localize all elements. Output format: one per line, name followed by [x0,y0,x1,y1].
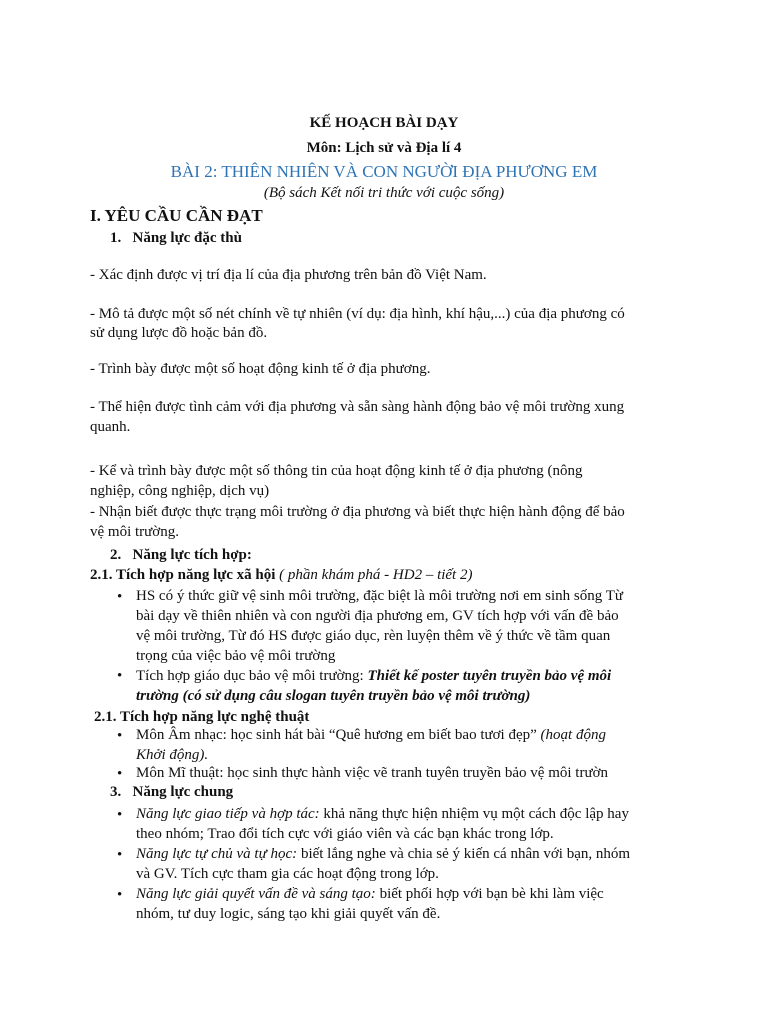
subsection-2-1-heading [90,566,472,585]
bullet-art-a-line-1 [136,726,606,745]
bullet-icon: • [117,766,123,782]
paragraph-2-line-2: sử dụng lược đồ hoặc bản đồ. [90,325,268,341]
bullet-3-a-line-1 [136,805,629,824]
subsection-number: 3. [110,784,122,800]
paragraph-2-line-1: - Mô tả được một số nét chính về tự nhiên (ví dụ: địa hình, khí hậu,...) của địa phương có [90,306,625,322]
bullet-italic-text: Năng lực giao tiếp và hợp tác: [136,806,320,822]
bullet-italic-text: (hoạt động [540,727,606,743]
bullet-icon: • [117,728,123,744]
bullet-icon: • [117,807,123,823]
bullet-3-a-line-2: theo nhóm; Trao đổi tích cực với giáo viên và các bạn khác trong lớp. [136,826,554,842]
bullet-emphasis-text: Thiết kế poster tuyên truyền bảo vệ môi [367,668,612,684]
bullet-italic-text: Năng lực tự chủ và tự học: [136,846,298,862]
paragraph-3: - Trình bày được một số hoạt động kinh tế ở địa phương. [90,361,431,377]
bullet-art-b: Môn Mĩ thuật: học sinh thực hành việc vẽ tranh tuyên truyền bảo vệ môi trườn [136,765,609,781]
subsection-1-heading [110,229,242,248]
subsection-2-1-note: ( phần khám phá - HD2 – tiết 2) [275,567,473,583]
bullet-3-c-line-1 [136,885,604,904]
subsection-title: Năng lực đặc thù [132,230,242,246]
paragraph-5-line-1: - Kể và trình bày được một số thông tin của hoạt động kinh tế ở địa phương (nông [90,463,583,479]
bullet-3-c-line-2: nhóm, tư duy logic, sáng tạo khi giải quyết vấn đề. [136,906,441,922]
subsection-3-heading [110,783,233,802]
subsection-2-1-art-heading: 2.1. Tích hợp năng lực nghệ thuật [94,709,310,725]
paragraph-4-line-2: quanh. [90,419,131,435]
bullet-plain-text: biết phối hợp với bạn bè khi làm việc [375,886,604,902]
bullet-2-1-a-line-4: trọng của việc bảo vệ môi trường [136,648,336,664]
lesson-title: BÀI 2: THIÊN NHIÊN VÀ CON NGƯỜI ĐỊA PHƯƠNG EM [170,162,598,181]
bullet-3-b-line-2: và GV. Tích cực tham gia các hoạt động trong lớp. [136,866,439,882]
subsection-title: Năng lực chung [132,784,234,800]
paragraph-6-line-1: - Nhận biết được thực trạng môi trường ở địa phương và biết thực hiện hành động để bảo [90,504,625,520]
subsection-number: 2. [110,547,122,563]
bullet-2-1-a-line-3: vệ môi trường, Từ đó HS được giáo dục, rèn luyện thêm về ý thức về tầm quan [136,628,611,644]
paragraph-6-line-2: vệ môi trường. [90,524,179,540]
subsection-number: 1. [110,230,122,246]
bullet-plain-text: khả năng thực hiện nhiệm vụ một cách độc lập hay [319,806,629,822]
subsection-2-1-title: 2.1. Tích hợp năng lực xã hội [90,567,276,583]
bullet-plain-text: Tích hợp giáo dục bảo vệ môi trường: [136,668,368,684]
paragraph-1: - Xác định được vị trí địa lí của địa phương trên bản đồ Việt Nam. [90,267,487,283]
paragraph-4-line-1: - Thể hiện được tình cảm với địa phương và sẵn sàng hành động bảo vệ môi trường xung [90,399,625,415]
bullet-art-a-line-2: Khởi động). [136,747,209,763]
section-heading: I. YÊU CẦU CẦN ĐẠT [90,206,263,225]
bullet-3-b-line-1 [136,845,630,864]
subsection-2-heading [110,546,252,565]
bullet-plain-text: Môn Âm nhạc: học sinh hát bài “Quê hương em biết bao tươi đẹp” [136,727,541,743]
paragraph-5-line-2: nghiệp, công nghiệp, dịch vụ) [90,483,270,499]
bullet-italic-text: Năng lực giải quyết vấn đề và sáng tạo: [136,886,376,902]
book-series: (Bộ sách Kết nối tri thức với cuộc sống) [263,185,505,201]
document-title: KẾ HOẠCH BÀI DẠY [309,115,459,131]
bullet-icon: • [117,887,123,903]
bullet-icon: • [117,589,123,605]
bullet-icon: • [117,847,123,863]
bullet-2-1-a-line-2: bài dạy về thiên nhiên và con người địa phương em, GV tích hợp với vấn đề bảo [136,608,619,624]
subsection-title: Năng lực tích hợp: [132,547,252,563]
bullet-2-1-b-line-2: trường (có sử dụng câu slogan tuyên truyền bảo vệ môi trường) [136,688,531,704]
bullet-plain-text: biết lắng nghe và chia sẻ ý kiến cá nhân với bạn, nhóm [297,846,631,862]
bullet-2-1-a-line-1: HS có ý thức giữ vệ sinh môi trường, đặc biệt là môi trường nơi em sinh sống Từ [136,588,624,604]
bullet-icon: • [117,668,123,684]
subject-line: Môn: Lịch sử và Địa lí 4 [306,140,462,156]
bullet-2-1-b-line-1 [136,667,611,686]
